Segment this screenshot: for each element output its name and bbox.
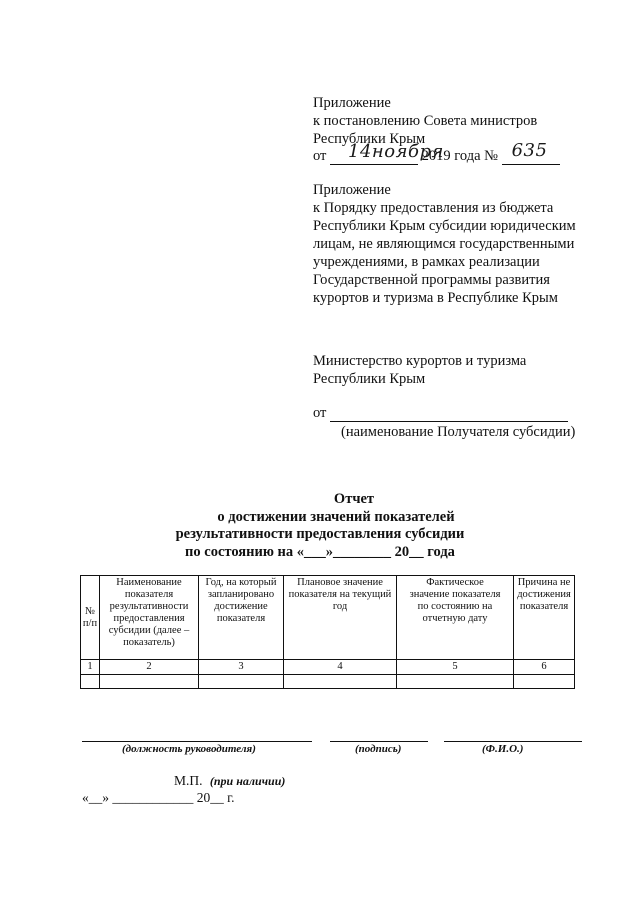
from-label: от <box>313 148 327 164</box>
procedure-line: к Порядку предоставления из бюджета <box>313 200 554 216</box>
table-row <box>81 660 575 675</box>
recipient-from-line <box>313 404 568 422</box>
column-number: 4 <box>284 660 397 675</box>
report-title: Отчет <box>333 491 375 507</box>
table-cell <box>284 675 397 689</box>
table-cell <box>514 675 575 689</box>
table-row <box>81 675 575 689</box>
stamp-line <box>174 773 285 789</box>
appendix-decree-line: к постановлению Совета министров <box>313 113 538 129</box>
stamp-note: (при наличии) <box>209 774 286 788</box>
position-line <box>82 741 312 742</box>
full-name-line <box>444 741 582 742</box>
procedure-line: Приложение <box>313 182 391 198</box>
ministry-name: Министерство курортов и туризма <box>313 353 527 369</box>
header-indicator-name: Наименование показателя результативности предоставления субсидии (далее – показатель) <box>100 576 199 660</box>
column-number: 5 <box>397 660 514 675</box>
procedure-line: Республики Крым субсидии юридическим <box>313 218 576 234</box>
column-number: 6 <box>514 660 575 675</box>
indicators-table <box>80 575 575 689</box>
recipient-caption: (наименование Получателя субсидии) <box>341 424 576 440</box>
column-number: 3 <box>199 660 284 675</box>
report-subtitle: о достижении значений показателей <box>217 509 455 525</box>
report-subtitle-2: результативности предоставления субсидии <box>175 526 465 542</box>
header-reason: Причина не достижения показателя <box>514 576 575 660</box>
appendix-title: Приложение <box>313 95 391 111</box>
table-cell <box>81 675 100 689</box>
header-target-year: Год, на который запланировано достижение показателя <box>199 576 284 660</box>
procedure-line: курортов и туризма в Республике Крым <box>313 290 558 306</box>
table-cell <box>100 675 199 689</box>
report-date-line: по состоянию на «___»________ 20__ года <box>185 544 455 560</box>
header-number: № п/п <box>81 576 100 660</box>
handwritten-date: 14ноября <box>348 141 444 162</box>
handwritten-number: 635 <box>511 140 548 161</box>
table-header-row <box>81 576 575 660</box>
signature-date: «__» ____________ 20__ г. <box>82 790 235 805</box>
signature-line <box>330 741 428 742</box>
procedure-line: лицам, не являющимся государственными <box>313 236 575 252</box>
header-actual-value: Фактическое значение показателя по состоянию на отчетную дату <box>397 576 514 660</box>
procedure-line: учреждениями, в рамках реализации <box>313 254 540 270</box>
table-cell <box>397 675 514 689</box>
column-number: 1 <box>81 660 100 675</box>
number-field <box>502 140 560 165</box>
procedure-line: Государственной программы развития <box>313 272 550 288</box>
appendix-date-line <box>313 140 560 165</box>
recipient-from-label: от <box>313 405 327 421</box>
header-planned-value: Плановое значение показателя на текущий год <box>284 576 397 660</box>
full-name-caption: (Ф.И.О.) <box>482 743 524 755</box>
appendix-republic-line: Республики Крым <box>313 131 426 147</box>
stamp-label: М.П. <box>174 773 203 788</box>
signature-caption: (подпись) <box>355 743 402 755</box>
position-caption: (должность руководителя) <box>122 743 256 755</box>
year-number-label: 2019 года № <box>421 148 498 164</box>
recipient-name-field <box>330 407 568 422</box>
table-cell <box>199 675 284 689</box>
column-number: 2 <box>100 660 199 675</box>
ministry-republic: Республики Крым <box>313 371 426 387</box>
appendix-procedure-block <box>313 181 576 307</box>
date-field <box>330 141 444 165</box>
